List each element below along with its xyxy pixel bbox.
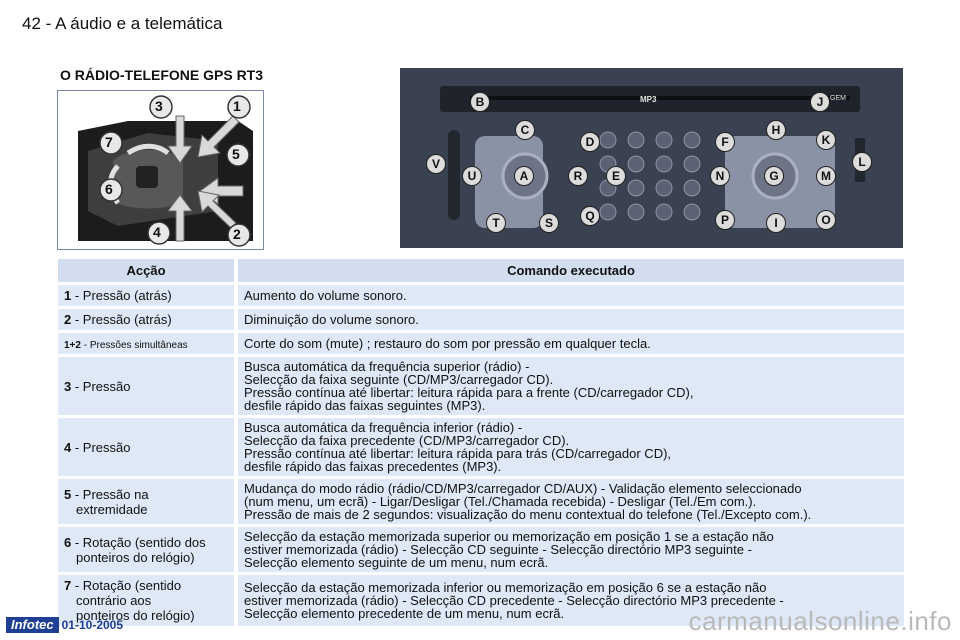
radio-letter-p: P	[715, 210, 735, 230]
callout-6: 6	[105, 181, 113, 197]
table-row	[58, 357, 904, 415]
action-text: Pressão	[82, 439, 131, 455]
action-text: Pressão (atrás)	[82, 312, 172, 327]
page-footer	[6, 617, 123, 633]
action-text: Pressão (atrás)	[82, 288, 172, 303]
action-number: 5	[64, 486, 72, 502]
radio-letter-r: R	[568, 166, 588, 186]
action-cell: 3 - Pressão	[58, 357, 238, 415]
command-line: Selecção da faixa seguinte (CD/MP3/carregador CD).	[244, 372, 554, 387]
command-line: Diminuição do volume sonoro.	[244, 312, 419, 327]
callout-7: 7	[105, 134, 113, 150]
radio-letter-j: J	[810, 92, 830, 112]
table-row	[58, 309, 904, 330]
command-line: Busca automática da frequência superior (rádio) -	[244, 359, 530, 374]
footer-date: 01-10-2005	[61, 618, 124, 632]
page-number: 42	[22, 14, 41, 33]
command-line: Selecção da faixa precedente (CD/MP3/carregador CD).	[244, 433, 570, 448]
action-number: 1	[64, 288, 72, 303]
command-cell	[238, 357, 904, 415]
radio-front-panel-illustration	[400, 68, 903, 248]
command-line: desfile rápido das faixas precedentes (MP3).	[244, 459, 502, 474]
radio-letter-g: G	[764, 166, 784, 186]
action-text-cont: ponteiros do relógio)	[76, 608, 195, 623]
radio-letter-v: V	[426, 154, 446, 174]
callout-5: 5	[232, 146, 240, 162]
command-line: Busca automática da frequência inferior (rádio) -	[244, 420, 523, 435]
radio-letter-d: D	[580, 132, 600, 152]
radio-corner-label: GEM	[830, 95, 846, 102]
command-cell	[238, 333, 904, 354]
page-header	[22, 14, 222, 34]
table-row	[58, 527, 904, 572]
action-cell: 5 - Pressão na extremidade	[58, 479, 238, 524]
action-cell: 1+2 - Pressões simultâneas	[58, 333, 238, 354]
table-row	[58, 479, 904, 524]
action-text: Rotação (sentido dos	[82, 534, 206, 550]
infotec-logo: Infotec	[6, 617, 59, 633]
action-text-cont: ponteiros do relógio)	[76, 549, 195, 565]
action-text: Pressão	[82, 378, 131, 394]
command-line: estiver memorizada (rádio) - Selecção CD seguinte - Selecção directório MP3 seguinte -	[244, 542, 752, 557]
action-text-cont: extremidade	[76, 501, 148, 517]
radio-letter-m: M	[816, 166, 836, 186]
command-line: Pressão contínua até libertar: leitura rápida para a frente (CD/carregador CD),	[244, 385, 694, 400]
watermark: carmanualsonline.info	[688, 606, 952, 636]
action-text: Rotação (sentido	[82, 578, 182, 593]
command-cell	[238, 309, 904, 330]
radio-letter-q: Q	[580, 206, 600, 226]
action-cell: 4 - Pressão	[58, 418, 238, 476]
header-command: Comando executado	[238, 259, 904, 282]
radio-letter-n: N	[710, 166, 730, 186]
radio-letter-b: B	[470, 92, 490, 112]
action-text: Pressão na	[82, 486, 149, 502]
callout-2: 2	[233, 226, 241, 242]
command-line: Pressão contínua até libertar: leitura rápida para trás (CD/carregador CD),	[244, 446, 672, 461]
action-cell: 6 - Rotação (sentido dos ponteiros do relógio)	[58, 527, 238, 572]
command-line: Pressão de mais de 2 segundos: visualização do menu contextual do telefone (Tel./Excepto com.).	[244, 507, 812, 522]
action-number: 1+2	[64, 340, 81, 351]
radio-letter-t: T	[486, 213, 506, 233]
table-row	[58, 333, 904, 354]
action-cell: 7 - Rotação (sentido contrário aos ponteiros do relógio)	[58, 575, 238, 626]
command-line: Corte do som (mute) ; restauro do som por pressão em qualquer tecla.	[244, 336, 651, 351]
action-number: 7	[64, 578, 72, 593]
action-cell: 1 - Pressão (atrás)	[58, 285, 238, 306]
radio-letter-l: L	[852, 152, 872, 172]
command-line: Selecção elemento precedente de um menu, num ecrã.	[244, 606, 565, 621]
radio-letter-o: O	[816, 210, 836, 230]
section-title: O RÁDIO-TELEFONE GPS RT3	[60, 67, 264, 83]
action-cell: 2 - Pressão (atrás)	[58, 309, 238, 330]
action-number: 6	[64, 534, 72, 550]
radio-display-text: MP3	[640, 95, 657, 104]
radio-letter-f: F	[715, 132, 735, 152]
radio-letter-k: K	[816, 130, 836, 150]
action-number: 3	[64, 378, 72, 394]
command-line: (num menu, um ecrã) - Ligar/Desligar (Tel./Chamada recebida) - Desligar (Tel./Em com.).	[244, 494, 757, 509]
radio-letter-e: E	[606, 166, 626, 186]
radio-letter-i: I	[766, 213, 786, 233]
command-table	[58, 256, 904, 629]
radio-letter-h: H	[766, 120, 786, 140]
command-line: Mudança do modo rádio (rádio/CD/MP3/carregador CD/AUX) - Validação elemento seleccionado	[244, 481, 802, 496]
radio-letter-a: A	[514, 166, 534, 186]
command-line: Selecção da estação memorizada inferior ou memorização em posição 6 se a estação não	[244, 580, 767, 595]
command-line: estiver memorizada (rádio) - Selecção CD precedente - Selecção directório MP3 precedente -	[244, 593, 784, 608]
action-number: 4	[64, 439, 72, 455]
radio-letter-c: C	[515, 120, 535, 140]
action-text-cont: contrário aos	[76, 593, 152, 608]
command-line: Aumento do volume sonoro.	[244, 288, 407, 303]
header-separator: -	[45, 14, 52, 33]
table-row	[58, 285, 904, 306]
command-cell	[238, 285, 904, 306]
callout-4: 4	[153, 224, 161, 240]
table-header-row	[58, 259, 904, 282]
callout-3: 3	[155, 98, 163, 114]
stalk-control-illustration	[57, 90, 264, 250]
callout-1: 1	[233, 98, 241, 114]
command-line: Selecção elemento seguinte de um menu, num ecrã.	[244, 555, 549, 570]
command-line: Selecção da estação memorizada superior ou memorização em posição 1 se a estação não	[244, 529, 774, 544]
chapter-title: A áudio e a telemática	[55, 14, 223, 33]
command-cell	[238, 418, 904, 476]
header-action: Acção	[58, 259, 238, 282]
action-number: 2	[64, 312, 72, 327]
command-line: desfile rápido das faixas seguintes (MP3).	[244, 398, 486, 413]
command-cell	[238, 527, 904, 572]
table-row	[58, 418, 904, 476]
action-text: Pressões simultâneas	[89, 340, 188, 351]
radio-letter-u: U	[462, 166, 482, 186]
command-cell	[238, 479, 904, 524]
radio-letter-s: S	[539, 213, 559, 233]
